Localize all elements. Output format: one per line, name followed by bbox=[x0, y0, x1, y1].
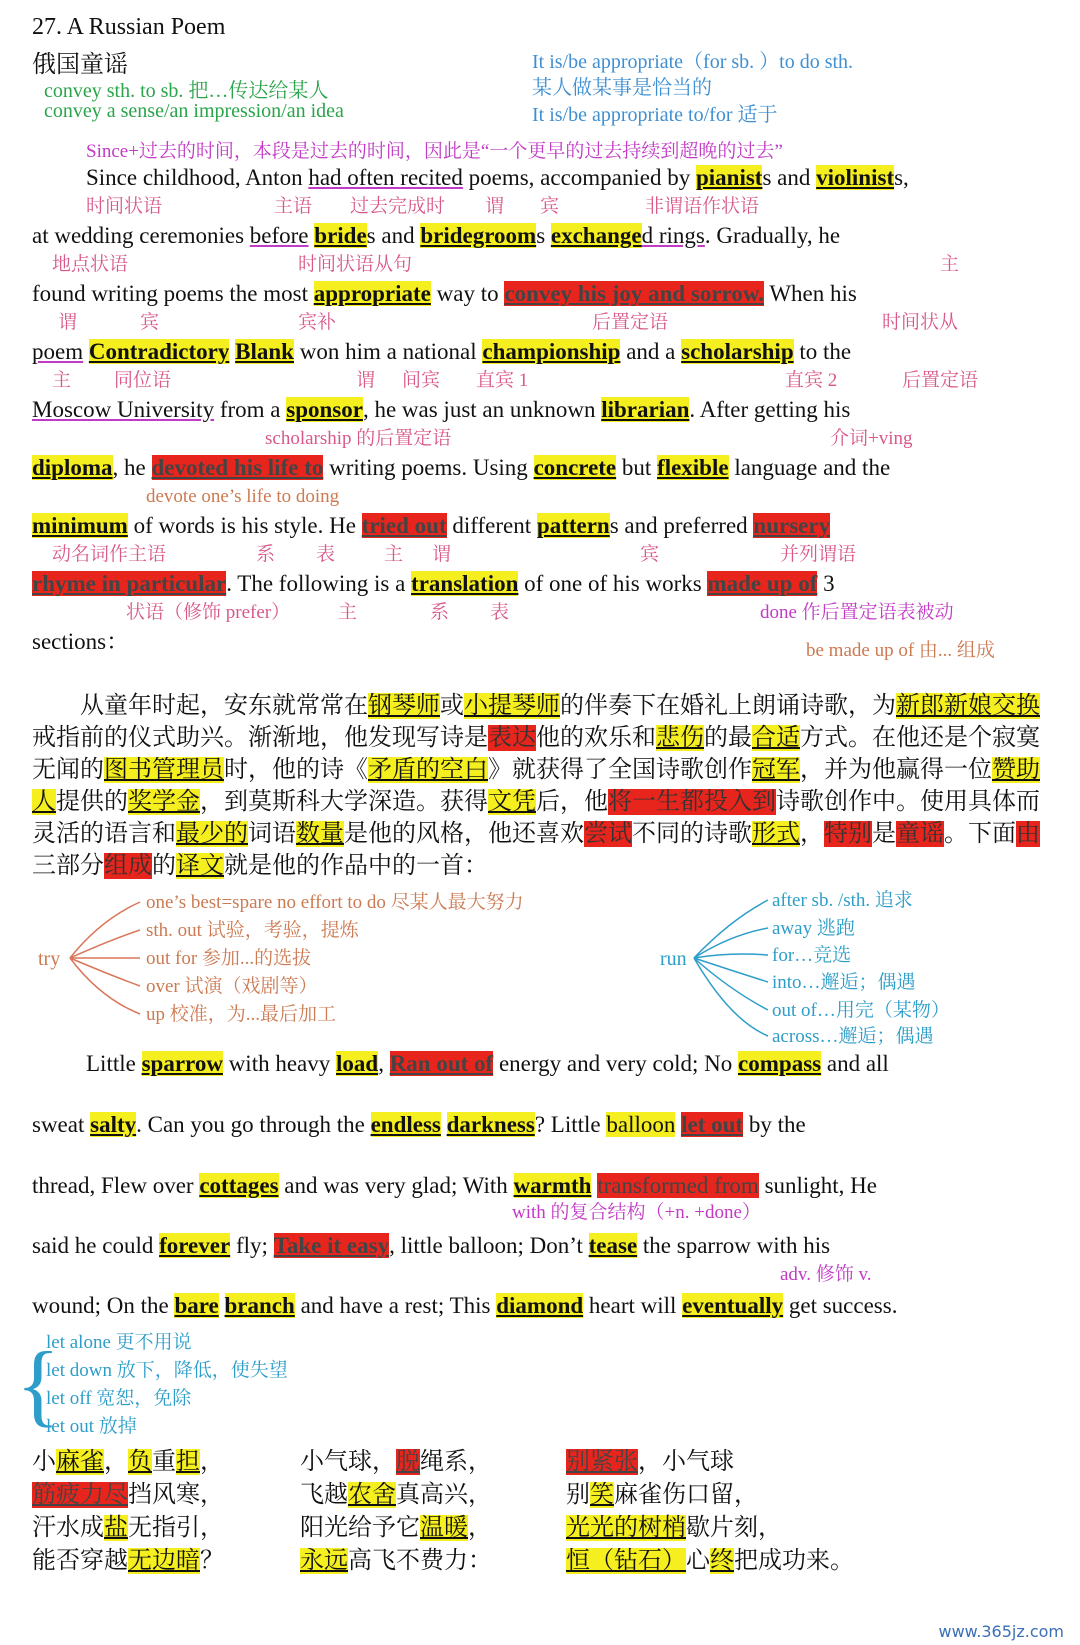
label-predicate: 谓 bbox=[485, 196, 505, 217]
label-indirect-object: 间宾 bbox=[402, 370, 441, 391]
label-appositive: 同位语 bbox=[114, 370, 172, 391]
blue-note-3: It is/be appropriate to/for 适于 bbox=[532, 104, 778, 126]
label-time-adverbial: 时间状语 bbox=[86, 196, 163, 217]
poem-cn-line: 别紧张，小气球 bbox=[566, 1449, 734, 1475]
english-line-5: Moscow University from a sponsor, he was just an unknown librarian. After getting his bbox=[32, 397, 851, 422]
label-direct-object-2: 直宾 2 bbox=[785, 370, 838, 391]
label-link-verb-8: 系 bbox=[430, 602, 450, 623]
label-past-perfect: 过去完成时 bbox=[350, 196, 446, 217]
try-item-3: out for 参加...的选拔 bbox=[146, 948, 312, 969]
try-item-4: over 试演（戏剧等） bbox=[146, 976, 318, 997]
poem-cn-col-3 bbox=[566, 1446, 854, 1578]
poem-cn-line: 筋疲力尽挡风寒， bbox=[32, 1482, 224, 1508]
poem-cn-line: 能否穿越无边暗？ bbox=[32, 1548, 224, 1574]
with-note: with 的复合结构（+n. +done） bbox=[512, 1202, 761, 1223]
run-item-2: away 逃跑 bbox=[772, 918, 855, 939]
poem-cn-col-2 bbox=[300, 1446, 492, 1578]
poem-cn-col-1 bbox=[32, 1446, 224, 1578]
poem-cn-line: 恒（钻石）心终把成功来。 bbox=[566, 1548, 854, 1574]
poem-en-line-2: sweat salty. Can you go through the endless darkness? Little balloon let out by the bbox=[32, 1112, 806, 1137]
run-item-1: after sb. /sth. 追求 bbox=[772, 890, 913, 911]
let-note-1: let alone 更不用说 bbox=[46, 1332, 192, 1353]
poem-cn-line: 别笑麻雀伤口留， bbox=[566, 1482, 758, 1508]
poem-cn-line: 汗水成盐无指引， bbox=[32, 1515, 224, 1541]
label-nonfinite: 非谓语作状语 bbox=[645, 196, 760, 217]
note-devote: devote one’s life to doing bbox=[146, 486, 340, 507]
poem-cn-line: 飞越农舍真高兴， bbox=[300, 1482, 492, 1508]
label-place-adverbial: 地点状语 bbox=[52, 254, 129, 275]
page-subtitle: 俄国童谣 bbox=[32, 52, 128, 78]
label-post-attribute: 后置定语 bbox=[592, 312, 669, 333]
try-item-1: one’s best=spare no effort to do 尽某人最大努力 bbox=[146, 892, 524, 913]
poem-en-line-4: said he could forever fly; Take it easy, little balloon; Don’t tease the sparrow with his bbox=[32, 1233, 831, 1258]
label-done-passive: done 作后置定语表被动 bbox=[760, 602, 954, 623]
english-line-1: Since childhood, Anton had often recited poems, accompanied by pianists and violinists, bbox=[86, 165, 909, 190]
run-branches bbox=[694, 900, 768, 1036]
try-item-5: up 校准，为...最后加工 bbox=[146, 1004, 337, 1025]
label-complement: 宾补 bbox=[298, 312, 337, 333]
english-line-8: rhyme in particular. The following is a translation of one of his works made up of 3 bbox=[32, 571, 835, 596]
poem-en-line-1: Little sparrow with heavy load, Ran out of energy and very cold; No compass and all bbox=[86, 1051, 889, 1076]
note-made-up-of: be made up of 由... 组成 bbox=[806, 640, 995, 661]
label-subject-2: 主 bbox=[940, 254, 960, 275]
label-object-7: 宾 bbox=[640, 544, 660, 565]
let-brace: { bbox=[16, 1333, 61, 1435]
label-prep-ving: 介词+ving bbox=[830, 428, 913, 449]
try-item-2: sth. out 试验，考验，提炼 bbox=[146, 920, 359, 941]
label-predicative: 表 bbox=[316, 544, 336, 565]
let-note-2: let down 放下，降低，使失望 bbox=[46, 1360, 288, 1381]
page-title: 27. A Russian Poem bbox=[32, 14, 226, 40]
label-gerund-subject: 动名词作主语 bbox=[52, 544, 167, 565]
english-line-9: sections： bbox=[32, 629, 130, 654]
label-time-clause-2: 时间状从 bbox=[882, 312, 959, 333]
label-predicate-7: 谓 bbox=[432, 544, 452, 565]
label-post-attribute-4: 后置定语 bbox=[902, 370, 979, 391]
green-note-2: convey a sense/an impression/an idea bbox=[44, 100, 344, 122]
run-item-4: into…邂逅；偶遇 bbox=[772, 972, 916, 993]
since-note: Since+过去的时间，本段是过去的时间，因此是“一个更早的过去持续到超晚的过去” bbox=[86, 141, 783, 162]
label-predicate-3: 谓 bbox=[58, 312, 78, 333]
english-line-3: found writing poems the most appropriate way to convey his joy and sorrow. When his bbox=[32, 281, 857, 306]
english-line-2: at wedding ceremonies before brides and bridegrooms exchanged rings. Gradually, he bbox=[32, 223, 841, 248]
blue-note-2: 某人做某事是恰当的 bbox=[532, 77, 712, 99]
run-item-3: for…竞选 bbox=[772, 945, 852, 966]
poem-cn-line: 小气球，脱绳系， bbox=[300, 1449, 492, 1475]
try-root: try bbox=[38, 948, 61, 970]
green-note-1: convey sth. to sb. 把…传达给某人 bbox=[44, 80, 329, 102]
label-subject-4: 主 bbox=[52, 370, 72, 391]
run-item-6: across…邂逅；偶遇 bbox=[772, 1026, 934, 1047]
label-adverbial-prefer: 状语（修饰 prefer） bbox=[126, 602, 291, 623]
poem-cn-line: 小麻雀，负重担， bbox=[32, 1449, 224, 1475]
try-branches bbox=[70, 902, 140, 1014]
let-note-3: let off 宽恕，免除 bbox=[46, 1388, 192, 1409]
let-note-4: let out 放掉 bbox=[46, 1416, 137, 1437]
label-object-3: 宾 bbox=[140, 312, 160, 333]
label-object: 宾 bbox=[540, 196, 560, 217]
poem-cn-line: 永远高飞不费力： bbox=[300, 1548, 492, 1574]
adv-note: adv. 修饰 v. bbox=[780, 1264, 872, 1285]
english-line-7: minimum of words is his style. He tried out different patterns and preferred nursery bbox=[32, 513, 831, 538]
blue-note-1: It is/be appropriate（for sb. ）to do sth. bbox=[532, 51, 854, 73]
label-subject-7: 主 bbox=[384, 544, 404, 565]
label-predicative-8: 表 bbox=[490, 602, 510, 623]
label-link-verb: 系 bbox=[256, 544, 276, 565]
chinese-translation-paragraph: 从童年时起，安东就常常在钢琴师或小提琴师的伴奏下在婚礼上朗诵诗歌，为新郎新娘交换戒指前的仪式助兴。渐渐地，他发现写诗是表达他的欢乐和悲伤的最合适方式。在他还是个寂寞无闻的图书管理员时，他的诗《矛盾的空白》就获得了全国诗歌创作冠军，并为他赢得一位赞助人提供的奖学金，到莫斯科大学深造。获得文凭后，他将一生都投入到诗歌创作中。使用具体而灵活的语言和最少的词语数量是他的风格，他还喜欢尝试不同的诗歌形式，特别是童谣。下面由三部分组成的译文就是他的作品中的一首： bbox=[32, 693, 1040, 879]
poem-cn-line: 阳光给予它温暖， bbox=[300, 1515, 492, 1541]
run-item-5: out of…用完（某物） bbox=[772, 1000, 950, 1021]
label-coord-predicate: 并列谓语 bbox=[780, 544, 857, 565]
poem-en-line-5: wound; On the bare branch and have a rest; This diamond heart will eventually get success. bbox=[32, 1293, 898, 1318]
poem-en-line-3: thread, Flew over cottages and was very glad; With warmth transformed from sunlight, He bbox=[32, 1173, 878, 1198]
site-watermark: www.365jz.com bbox=[938, 1622, 1064, 1641]
label-subject-8: 主 bbox=[338, 602, 358, 623]
run-root: run bbox=[660, 948, 687, 970]
label-direct-object-1: 直宾 1 bbox=[476, 370, 529, 391]
label-time-clause: 时间状语从句 bbox=[298, 254, 413, 275]
label-predicate-4: 谓 bbox=[356, 370, 376, 391]
label-scholarship-attr: scholarship 的后置定语 bbox=[265, 428, 452, 449]
label-subject: 主语 bbox=[274, 196, 313, 217]
english-line-4: poem Contradictory Blank won him a national championship and a scholarship to the bbox=[32, 339, 852, 364]
english-line-6: diploma, he devoted his life to writing poems. Using concrete but flexible language and the bbox=[32, 455, 891, 480]
poem-cn-line: 光光的树梢歇片刻， bbox=[566, 1515, 782, 1541]
